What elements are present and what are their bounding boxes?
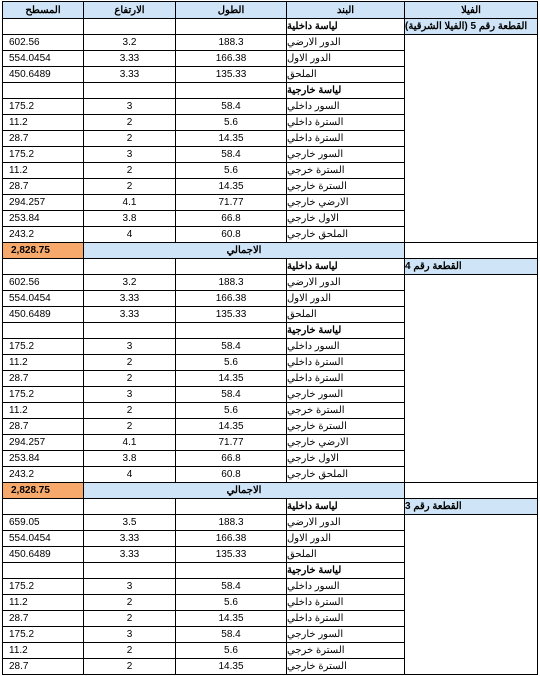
height-cell[interactable]: 3.33 [84,531,176,547]
length-cell[interactable]: 135.33 [176,547,287,563]
subheader-row [2,83,538,99]
villa-cell-empty[interactable] [405,483,538,499]
item-cell[interactable]: السترة خارجي [287,419,405,435]
length-cell[interactable]: 14.35 [176,371,287,387]
table-row [2,435,538,451]
area-cell[interactable]: 602.56 [2,275,84,291]
height-cell[interactable]: 3.33 [84,291,176,307]
item-cell[interactable]: الدور الاول [287,291,405,307]
villa-cell-empty[interactable] [405,179,538,195]
villa-cell-empty[interactable] [405,99,538,115]
table-row [2,627,538,643]
area-cell[interactable]: 450.6489 [2,547,84,563]
item-cell[interactable]: لياسة داخلية [287,259,405,275]
table-row [2,147,538,163]
item-cell[interactable]: السترة داخلي [287,131,405,147]
table-row [2,595,538,611]
villa-cell[interactable]: القطعة رقم 3 [405,499,538,515]
area-cell[interactable]: 294.257 [2,435,84,451]
item-cell[interactable]: السور داخلي [287,579,405,595]
item-cell[interactable]: الدور الارضي [287,35,405,51]
total-label[interactable]: الاجمالي [84,243,405,259]
length-cell[interactable]: 58.4 [176,579,287,595]
height-cell[interactable]: 3.5 [84,515,176,531]
height-cell[interactable]: 2 [84,611,176,627]
table-row [2,531,538,547]
item-cell[interactable]: الدور الاول [287,531,405,547]
villa-cell-empty[interactable] [405,131,538,147]
table-row [2,227,538,243]
length-cell[interactable]: 135.33 [176,307,287,323]
table-row [2,67,538,83]
villa-cell-empty[interactable] [405,355,538,371]
total-value[interactable]: 2,828.75 [2,483,84,499]
length-cell[interactable] [176,323,287,339]
length-cell[interactable] [176,19,287,35]
height-cell[interactable]: 2 [84,595,176,611]
villa-cell-empty[interactable] [405,611,538,627]
length-cell[interactable]: 5.6 [176,115,287,131]
height-cell[interactable]: 2 [84,659,176,675]
item-cell[interactable]: لياسة خارجية [287,323,405,339]
length-cell[interactable]: 5.6 [176,355,287,371]
height-cell[interactable]: 2 [84,163,176,179]
table-row [2,611,538,627]
table-row [2,515,538,531]
area-cell[interactable]: 28.7 [2,131,84,147]
villa-cell-empty[interactable] [405,67,538,83]
length-cell[interactable]: 71.77 [176,195,287,211]
height-cell[interactable]: 3.33 [84,547,176,563]
height-cell[interactable]: 2 [84,403,176,419]
area-cell[interactable]: 28.7 [2,659,84,675]
height-cell[interactable]: 2 [84,179,176,195]
area-cell[interactable]: 175.2 [2,339,84,355]
length-cell[interactable]: 58.4 [176,627,287,643]
length-cell[interactable]: 60.8 [176,467,287,483]
villa-cell-empty[interactable] [405,515,538,531]
spreadsheet-table [2,1,538,675]
villa-cell-empty[interactable] [405,579,538,595]
height-cell[interactable]: 3 [84,339,176,355]
length-cell[interactable]: 188.3 [176,35,287,51]
villa-cell[interactable]: القطعة رقم 4 [405,259,538,275]
length-cell[interactable]: 5.6 [176,643,287,659]
length-cell[interactable]: 5.6 [176,595,287,611]
height-cell[interactable] [84,323,176,339]
area-cell[interactable]: 11.2 [2,403,84,419]
area-cell[interactable]: 450.6489 [2,307,84,323]
item-cell[interactable]: لياسة داخلية [287,499,405,515]
table-row [2,291,538,307]
length-cell[interactable]: 14.35 [176,659,287,675]
item-cell[interactable]: الارضي خارجي [287,195,405,211]
item-cell[interactable]: الاول خارجي [287,211,405,227]
villa-cell-empty[interactable] [405,323,538,339]
length-cell[interactable]: 188.3 [176,515,287,531]
header-item[interactable]: البند [287,1,405,19]
area-cell[interactable]: 253.84 [2,211,84,227]
item-cell[interactable]: السور داخلي [287,99,405,115]
area-cell[interactable] [2,563,84,579]
length-cell[interactable] [176,563,287,579]
table-row [2,403,538,419]
table-row [2,179,538,195]
length-cell[interactable]: 66.8 [176,211,287,227]
item-cell[interactable]: الملحق [287,547,405,563]
length-cell[interactable]: 58.4 [176,339,287,355]
villa-cell-empty[interactable] [405,643,538,659]
length-cell[interactable]: 71.77 [176,435,287,451]
height-cell[interactable]: 3 [84,147,176,163]
table-row [2,275,538,291]
area-cell[interactable]: 602.56 [2,35,84,51]
area-cell[interactable]: 243.2 [2,227,84,243]
length-cell[interactable]: 14.35 [176,179,287,195]
area-cell[interactable]: 659.05 [2,515,84,531]
villa-cell-empty[interactable] [405,211,538,227]
table-row [2,99,538,115]
height-cell[interactable]: 2 [84,371,176,387]
villa-cell-empty[interactable] [405,451,538,467]
area-cell[interactable]: 28.7 [2,611,84,627]
height-cell[interactable] [84,83,176,99]
villa-cell-empty[interactable] [405,563,538,579]
table-row [2,163,538,179]
length-cell[interactable]: 58.4 [176,387,287,403]
area-cell[interactable]: 253.84 [2,451,84,467]
subheader-row [2,323,538,339]
length-cell[interactable] [176,499,287,515]
length-cell[interactable] [176,83,287,99]
height-cell[interactable] [84,563,176,579]
length-cell[interactable]: 166.38 [176,291,287,307]
area-cell[interactable]: 175.2 [2,627,84,643]
height-cell[interactable]: 3.2 [84,35,176,51]
table-row [2,451,538,467]
table-row [2,51,538,67]
header-length[interactable]: الطول [176,1,287,19]
villa-cell-empty[interactable] [405,627,538,643]
header-height[interactable]: الارتفاع [84,1,176,19]
item-cell[interactable]: السور خارجي [287,627,405,643]
villa-cell-empty[interactable] [405,51,538,67]
item-cell[interactable]: السترة خرجي [287,403,405,419]
area-cell[interactable]: 175.2 [2,147,84,163]
villa-cell-empty[interactable] [405,227,538,243]
length-cell[interactable]: 14.35 [176,131,287,147]
area-cell[interactable]: 11.2 [2,115,84,131]
height-cell[interactable] [84,499,176,515]
villa-cell-empty[interactable] [405,243,538,259]
area-cell[interactable] [2,499,84,515]
height-cell[interactable]: 3 [84,387,176,403]
area-cell[interactable] [2,259,84,275]
total-row [2,243,538,259]
villa-cell-empty[interactable] [405,163,538,179]
item-cell[interactable]: السور خارجي [287,387,405,403]
area-cell[interactable]: 175.2 [2,579,84,595]
area-cell[interactable]: 11.2 [2,355,84,371]
item-cell[interactable]: السترة داخلي [287,611,405,627]
villa-cell-empty[interactable] [405,147,538,163]
height-cell[interactable]: 2 [84,419,176,435]
item-cell[interactable]: الملحق خارجي [287,227,405,243]
area-cell[interactable] [2,83,84,99]
height-cell[interactable]: 2 [84,115,176,131]
area-cell[interactable]: 11.2 [2,643,84,659]
height-cell[interactable]: 4 [84,467,176,483]
villa-cell-empty[interactable] [405,467,538,483]
table-row [2,339,538,355]
height-cell[interactable]: 3.8 [84,451,176,467]
item-cell[interactable]: السترة خرجي [287,163,405,179]
length-cell[interactable]: 188.3 [176,275,287,291]
villa-cell-empty[interactable] [405,291,538,307]
height-cell[interactable]: 4.1 [84,195,176,211]
item-cell[interactable]: الدور الارضي [287,275,405,291]
height-cell[interactable] [84,259,176,275]
table-row [2,211,538,227]
total-value[interactable]: 2,828.75 [2,243,84,259]
height-cell[interactable]: 2 [84,355,176,371]
villa-cell[interactable]: القطعة رقم 5 (الفيلا الشرقية) [405,19,538,35]
item-cell[interactable]: السور خارجي [287,147,405,163]
table-row [2,35,538,51]
table-row [2,115,538,131]
length-cell[interactable]: 5.6 [176,403,287,419]
height-cell[interactable]: 3 [84,99,176,115]
item-cell[interactable]: الملحق [287,307,405,323]
height-cell[interactable]: 4.1 [84,435,176,451]
table-body [2,19,538,675]
item-cell[interactable]: السترة خرجي [287,643,405,659]
item-cell[interactable]: السترة داخلي [287,595,405,611]
item-cell[interactable]: السترة خارجي [287,659,405,675]
area-cell[interactable]: 294.257 [2,195,84,211]
table-row [2,307,538,323]
area-cell[interactable]: 554.0454 [2,51,84,67]
subheader-row [2,499,538,515]
subheader-row [2,563,538,579]
villa-cell-empty[interactable] [405,275,538,291]
villa-cell-empty[interactable] [405,419,538,435]
height-cell[interactable]: 3.8 [84,211,176,227]
item-cell[interactable]: الملحق خارجي [287,467,405,483]
area-cell[interactable]: 175.2 [2,99,84,115]
table-row [2,195,538,211]
villa-cell-empty[interactable] [405,547,538,563]
table-row [2,371,538,387]
area-cell[interactable]: 175.2 [2,387,84,403]
length-cell[interactable]: 166.38 [176,531,287,547]
area-cell[interactable]: 450.6489 [2,67,84,83]
item-cell[interactable]: السترة داخلي [287,371,405,387]
height-cell[interactable]: 2 [84,643,176,659]
table-row [2,547,538,563]
item-cell[interactable]: الدور الاول [287,51,405,67]
height-cell[interactable]: 3 [84,579,176,595]
length-cell[interactable]: 58.4 [176,99,287,115]
item-cell[interactable]: الاول خارجي [287,451,405,467]
table-row [2,419,538,435]
area-cell[interactable] [2,323,84,339]
villa-cell-empty[interactable] [405,595,538,611]
villa-cell-empty[interactable] [405,403,538,419]
villa-cell-empty[interactable] [405,307,538,323]
table-row [2,643,538,659]
villa-cell-empty[interactable] [405,339,538,355]
length-cell[interactable]: 66.8 [176,451,287,467]
length-cell[interactable]: 5.6 [176,163,287,179]
item-cell[interactable]: الملحق [287,67,405,83]
item-cell[interactable]: السترة خارجي [287,179,405,195]
item-cell[interactable]: لياسة داخلية [287,19,405,35]
item-cell[interactable]: لياسة خارجية [287,83,405,99]
height-cell[interactable]: 3 [84,627,176,643]
area-cell[interactable]: 554.0454 [2,291,84,307]
length-cell[interactable]: 60.8 [176,227,287,243]
villa-cell-empty[interactable] [405,195,538,211]
length-cell[interactable]: 166.38 [176,51,287,67]
area-cell[interactable]: 243.2 [2,467,84,483]
area-cell[interactable]: 28.7 [2,371,84,387]
height-cell[interactable]: 3.2 [84,275,176,291]
villa-cell-empty[interactable] [405,371,538,387]
total-row [2,483,538,499]
height-cell[interactable] [84,19,176,35]
villa-cell-empty[interactable] [405,115,538,131]
area-cell[interactable]: 11.2 [2,163,84,179]
height-cell[interactable]: 3.33 [84,67,176,83]
header-villa[interactable]: الفيلا [405,1,538,19]
header-row [2,1,538,19]
table-row [2,387,538,403]
item-cell[interactable]: لياسة خارجية [287,563,405,579]
item-cell[interactable]: السور داخلي [287,339,405,355]
table-row [2,659,538,675]
area-cell[interactable]: 11.2 [2,595,84,611]
header-area[interactable]: المسطح [2,1,84,19]
villa-cell-empty[interactable] [405,435,538,451]
height-cell[interactable]: 3.33 [84,307,176,323]
height-cell[interactable]: 3.33 [84,51,176,67]
villa-cell-empty[interactable] [405,531,538,547]
length-cell[interactable] [176,259,287,275]
subheader-row [2,259,538,275]
length-cell[interactable]: 58.4 [176,147,287,163]
subheader-row [2,19,538,35]
villa-cell-empty[interactable] [405,35,538,51]
length-cell[interactable]: 14.35 [176,419,287,435]
height-cell[interactable]: 2 [84,131,176,147]
length-cell[interactable]: 135.33 [176,67,287,83]
area-cell[interactable]: 28.7 [2,179,84,195]
table-row [2,355,538,371]
villa-cell-empty[interactable] [405,659,538,675]
table-row [2,467,538,483]
total-label[interactable]: الاجمالي [84,483,405,499]
villa-cell-empty[interactable] [405,83,538,99]
length-cell[interactable]: 14.35 [176,611,287,627]
height-cell[interactable]: 4 [84,227,176,243]
table-row [2,579,538,595]
table-row [2,131,538,147]
area-cell[interactable] [2,19,84,35]
villa-cell-empty[interactable] [405,387,538,403]
item-cell[interactable]: السترة داخلي [287,355,405,371]
item-cell[interactable]: السترة داخلي [287,115,405,131]
area-cell[interactable]: 554.0454 [2,531,84,547]
item-cell[interactable]: الدور الارضي [287,515,405,531]
item-cell[interactable]: الارضي خارجي [287,435,405,451]
area-cell[interactable]: 28.7 [2,419,84,435]
